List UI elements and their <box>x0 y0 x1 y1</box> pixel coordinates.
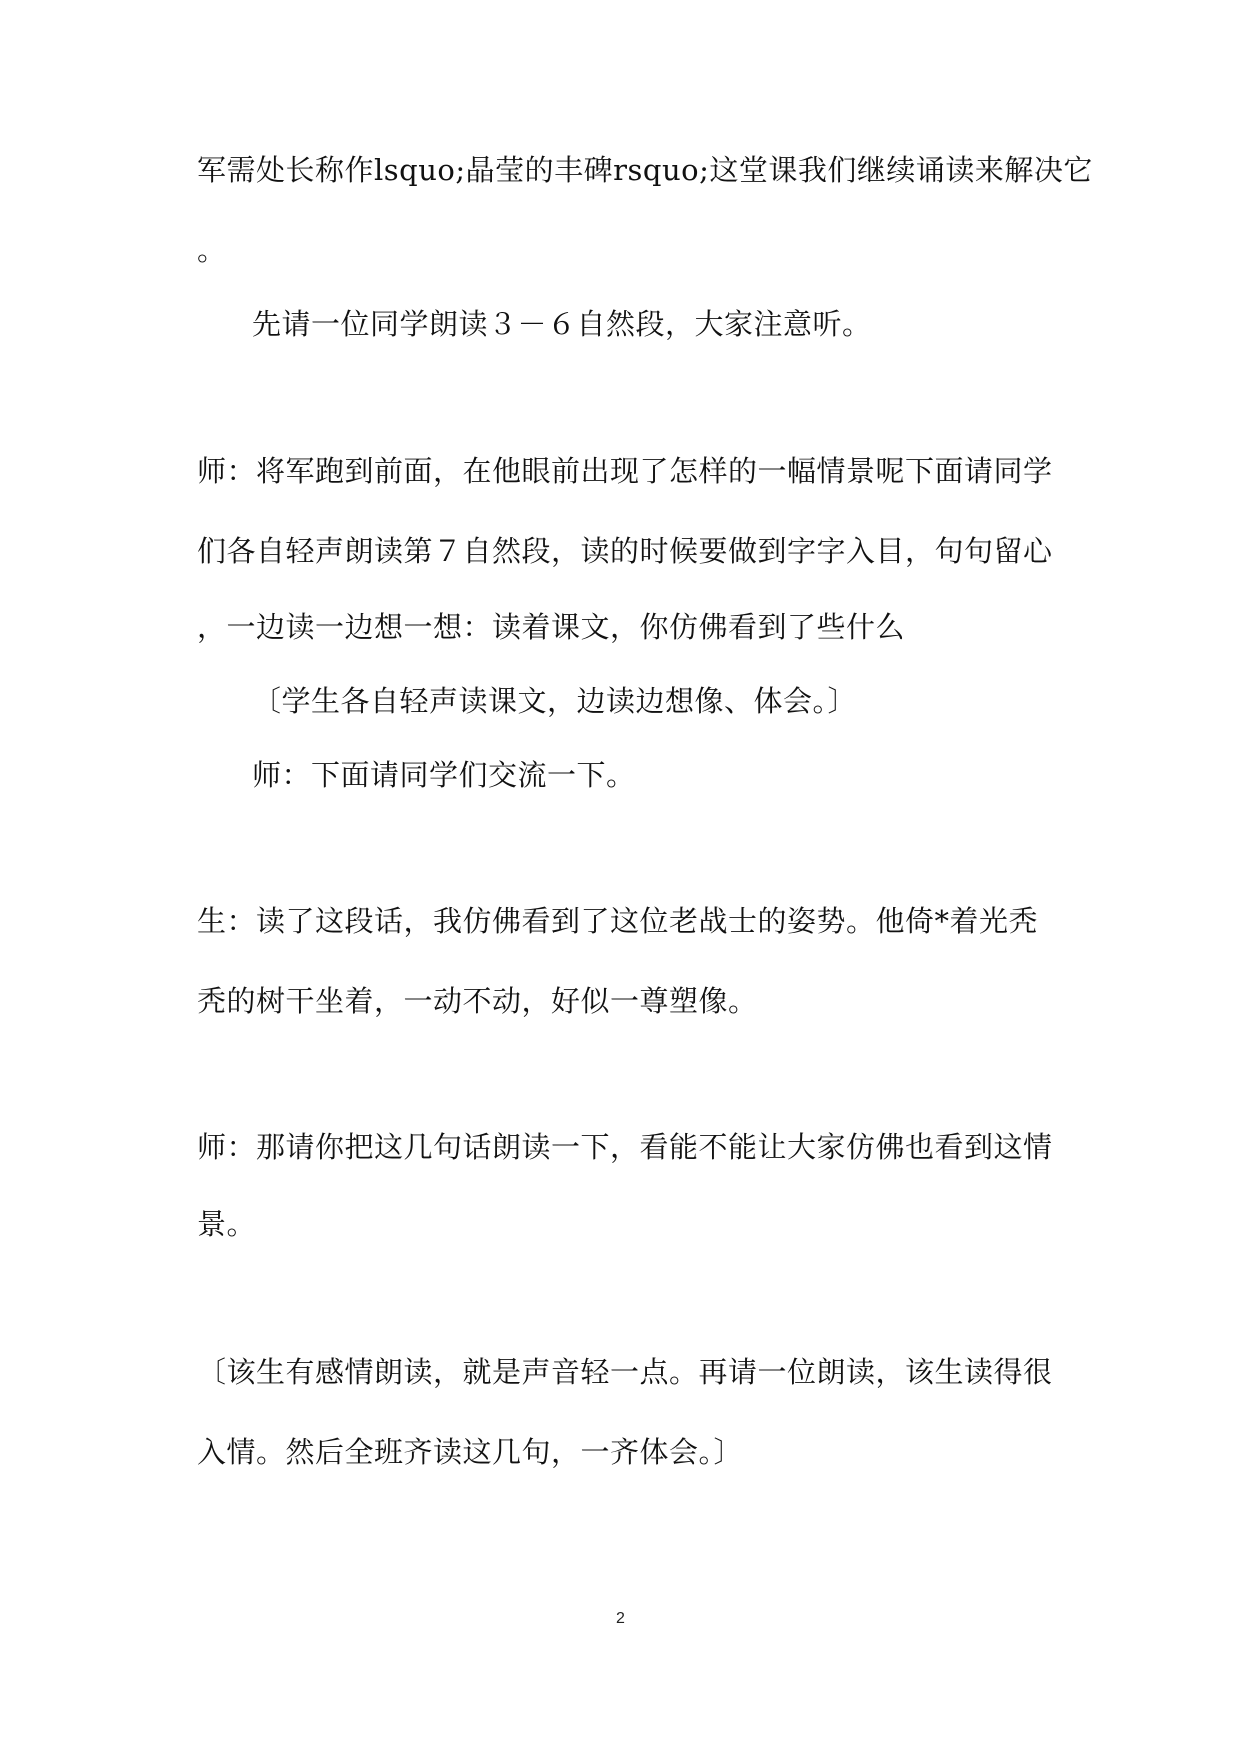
text-line-3: 先请一位同学朗读３－６自然段，大家注意听。 <box>252 307 872 341</box>
text-line-1: 军需处长称作lsquo;晶莹的丰碑rsquo;这堂课我们继续诵读来解决它 <box>197 153 1093 187</box>
page-number: 2 <box>616 1610 625 1627</box>
text-line-4: 师：将军跑到前面，在他眼前出现了怎样的一幅情景呢下面请同学 <box>197 454 1053 488</box>
text-line-12: 景。 <box>197 1207 257 1241</box>
text-line-6: ，一边读一边想一想：读着课文，你仿佛看到了些什么 <box>197 610 906 644</box>
text-line-8: 师：下面请同学们交流一下。 <box>252 758 636 792</box>
text-line-9: 生：读了这段话，我仿佛看到了这位老战士的姿势。他倚*着光秃 <box>197 904 1039 938</box>
text-line-5: 们各自轻声朗读第７自然段，读的时候要做到字字入目，句句留心 <box>197 534 1053 568</box>
text-line-2: 。 <box>197 233 227 267</box>
text-line-14: 入情。然后全班齐读这几句，一齐体会。〕 <box>197 1435 744 1469</box>
text-line-11: 师：那请你把这几句话朗读一下，看能不能让大家仿佛也看到这情 <box>197 1130 1053 1164</box>
text-line-10: 秃的树干坐着，一动不动，好似一尊塑像。 <box>197 984 758 1018</box>
text-line-7: 〔学生各自轻声读课文，边读边想像、体会。〕 <box>252 684 858 718</box>
text-line-13: 〔该生有感情朗读，就是声音轻一点。再请一位朗读，该生读得很 <box>197 1355 1053 1389</box>
